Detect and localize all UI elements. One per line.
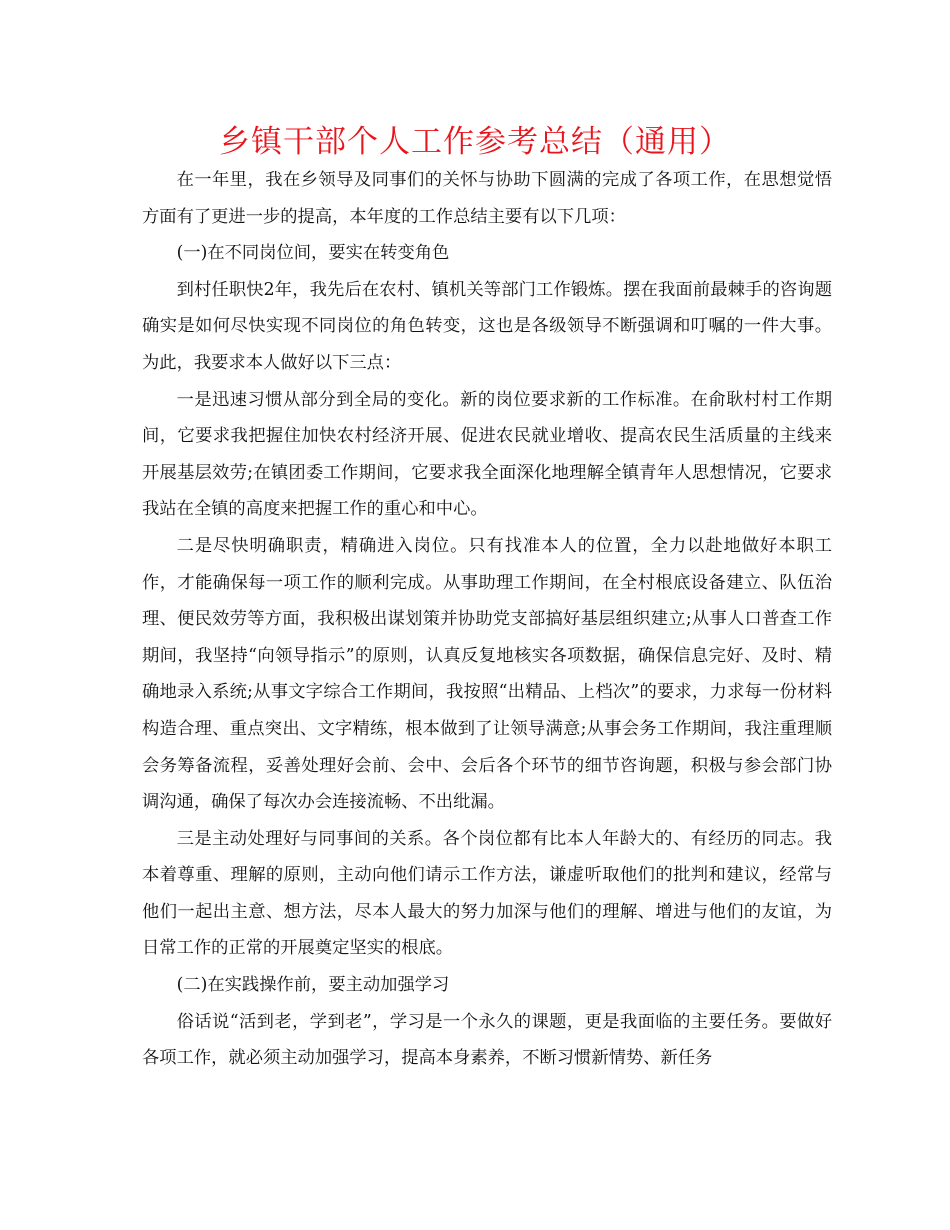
paragraph-point-three: 三是主动处理好与同事间的关系。各个岗位都有比本人年龄大的、有经历的同志。我本着尊重、理解的原则，主动向他们请示工作方法，谦虚听取他们的批判和建议，经常与他们一起出主意、想方法，尽本人最大的努力加深与他们的理解、增进与他们的友谊，为日常工作的正常的开展奠定坚实的根底。 [142,828,832,959]
paragraph-intro: 在一年里，我在乡领导及同事们的关怀与协助下圆满的完成了各项工作，在思想觉悟方面有了更进一步的提高，本年度的工作总结主要有以下几项： [142,170,832,227]
paragraph-role-change: 到村任职快2年，我先后在农村、镇机关等部门工作锻炼。摆在我面前最棘手的咨询题确实是如何尽快实现不同岗位的角色转变，这也是各级领导不断强调和叮嘱的一件大事。为此，我要求本人做好以下三点： [142,279,832,373]
paragraph-point-one: 一是迅速习惯从部分到全局的变化。新的岗位要求新的工作标准。在俞耿村村工作期间，它要求我把握住加快农村经济开展、促进农民就业增收、提高农民生活质量的主线来开展基层效劳;在镇团委工作期间，它要求我全面深化地理解全镇青年人思想情况，它要求我站在全镇的高度来把握工作的重心和中心。 [142,389,832,520]
section-heading-2: (二)在实践操作前，要主动加强学习 [176,975,450,996]
document-body [142,162,832,1077]
section-heading-1: (一)在不同岗位间，要实在转变角色 [176,243,450,264]
paragraph-point-two: 二是尽快明确职责，精确进入岗位。只有找准本人的位置，全力以赴地做好本职工作，才能确保每一项工作的顺利完成。从事助理工作期间，在全村根底设备建立、队伍治理、便民效劳等方面，我积极出谋划策并协助党支部搞好基层组织建立;从事人口普查工作期间，我坚持“向领导指示”的原则，认真反复地核实各项数据，确保信息完好、及时、精确地录入系统;从事文字综合工作期间，我按照“出精品、上档次”的要求，力求每一份材料构造合理、重点突出、文字精练，根本做到了让领导满意;从事会务工作期间，我注重理顺会务筹备流程，妥善处理好会前、会中、会后各个环节的细节咨询题，积极与参会部门协调沟通，确保了每次办会连接流畅、不出纰漏。 [142,535,832,813]
paragraph-study: 俗话说“活到老，学到老”，学习是一个永久的课题，更是我面临的主要任务。要做好各项工作，就必须主动加强学习，提高本身素养，不断习惯新情势、新任务 [142,1011,832,1069]
document-title: 乡镇干部个人工作参考总结（通用） [219,124,731,160]
